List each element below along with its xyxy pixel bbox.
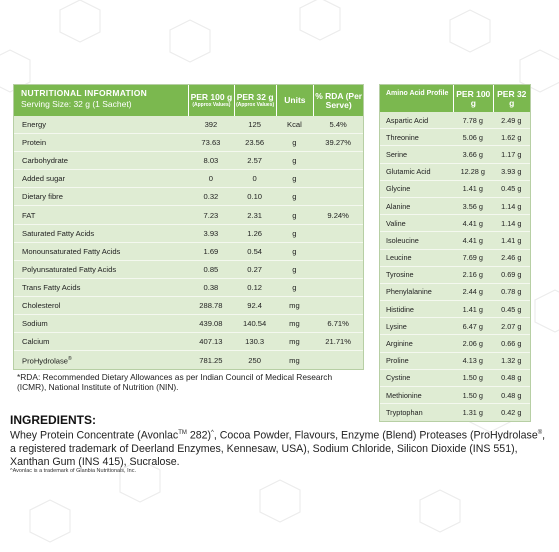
amino-per32: 0.42 g [501, 408, 522, 418]
value-rda: 5.4% [329, 120, 347, 130]
nutrient-name: Saturated Fatty Acids [22, 228, 95, 238]
amino-name: Lysine [386, 321, 407, 331]
amino-per100: 1.31 g [462, 408, 483, 418]
avonlac-footnote: ^Avonlac is a trademark of Glanbia Nutritionals, Inc. [10, 468, 136, 474]
value-per100: 781.25 [199, 355, 223, 365]
amino-per100: 1.50 g [462, 390, 483, 400]
value-per100: 288.78 [199, 300, 223, 310]
amino-per32: 2.07 g [501, 321, 522, 331]
col-per100-note: (Approx Values) [192, 101, 231, 108]
amino-per100: 4.13 g [462, 356, 483, 366]
amino-name: Methionine [386, 390, 422, 400]
amino-acid-table [379, 84, 531, 422]
value-per100: 3.93 [203, 228, 219, 238]
amino-row [380, 284, 530, 301]
value-rda: 9.24% [327, 210, 349, 220]
amino-name: Phenylalanine [386, 287, 432, 297]
value-per100: 1.69 [203, 246, 219, 256]
nutrient-name: ProHydrolase® [22, 355, 72, 366]
amino-row [380, 318, 530, 335]
nutrition-row [14, 261, 363, 279]
amino-row [380, 250, 530, 267]
amino-row [380, 164, 530, 181]
nutrition-row [14, 297, 363, 315]
value-per100: 73.63 [201, 138, 221, 148]
amino-row [380, 301, 530, 318]
col-per32-note: (Approx Values) [236, 101, 275, 108]
amino-name: Aspartic Acid [386, 115, 429, 125]
nutrition-row [14, 351, 363, 369]
col-per32-label: PER 32 g [236, 92, 274, 103]
amino-per32: 1.62 g [501, 132, 522, 142]
amino-per100: 6.47 g [462, 321, 483, 331]
value-per32: 2.31 [247, 210, 263, 220]
amino-per100: 3.56 g [462, 201, 483, 211]
value-unit: g [292, 282, 297, 292]
registered-mark: ® [537, 430, 543, 436]
ingredients-part-2: 282) [186, 429, 212, 442]
amino-per100: 5.06 g [462, 132, 483, 142]
value-per32: 140.54 [243, 319, 267, 329]
value-unit: g [292, 192, 297, 202]
nutrient-name: Polyunsaturated Fatty Acids [22, 264, 117, 274]
amino-per100: 2.44 g [462, 287, 483, 297]
amino-name: Glycine [386, 184, 411, 194]
value-unit: Kcal [287, 120, 302, 130]
amino-per100: 7.78 g [462, 115, 483, 125]
value-rda: 6.71% [327, 319, 349, 329]
value-per32: 0.54 [247, 246, 263, 256]
ingredients-title: INGREDIENTS: [10, 413, 97, 427]
col-units-header [276, 85, 314, 116]
amino-row [380, 335, 530, 352]
value-unit: g [292, 156, 297, 166]
amino-title: Amino Acid Profile [386, 90, 449, 97]
nutrition-row [14, 152, 363, 170]
value-per100: 407.13 [199, 337, 223, 347]
amino-per32: 0.48 g [501, 390, 522, 400]
amino-per32: 0.69 g [501, 270, 522, 280]
amino-table-header [380, 85, 530, 112]
amino-per100: 1.50 g [462, 373, 483, 383]
value-per100: 392 [204, 120, 218, 130]
value-per100: 0 [208, 174, 214, 184]
col-rda-label: % RDA (Per Serve) [315, 91, 363, 110]
amino-per32: 1.17 g [501, 149, 522, 159]
value-per32: 0.27 [247, 264, 263, 274]
col-per32-header [234, 85, 276, 116]
trademark-mark: TM [178, 430, 187, 436]
value-per100: 0.85 [203, 264, 219, 274]
nutrition-row [14, 134, 363, 152]
col-per100-label: PER 100 g [190, 92, 233, 103]
value-unit: g [292, 174, 297, 184]
amino-per32: 0.78 g [501, 287, 522, 297]
amino-row [380, 112, 530, 129]
nutrition-row [14, 206, 363, 224]
nutrient-name: Dietary fibre [22, 192, 63, 202]
nutrient-name: Trans Fatty Acids [22, 282, 81, 292]
amino-per32: 1.14 g [501, 218, 522, 228]
ingredients-text [10, 427, 550, 469]
amino-per100: 7.69 g [462, 253, 483, 263]
amino-per100: 4.41 g [462, 218, 483, 228]
amino-name: Arginine [386, 339, 413, 349]
value-unit: mg [289, 300, 300, 310]
amino-per100: 12.28 g [460, 167, 485, 177]
amino-col-per32: PER 32 g [493, 85, 530, 112]
amino-row [380, 387, 530, 404]
nutrition-row [14, 333, 363, 351]
amino-name: Proline [386, 356, 409, 366]
value-per32: 92.4 [247, 300, 263, 310]
amino-row [380, 146, 530, 163]
col-rda-header [313, 85, 363, 116]
value-per32: 250 [248, 355, 261, 365]
amino-name: Isoleucine [386, 235, 419, 245]
amino-table-body [380, 112, 530, 421]
amino-per32: 0.48 g [501, 373, 522, 383]
value-per32: 1.26 [247, 228, 263, 238]
nutrient-name: Sodium [22, 319, 48, 329]
amino-row [380, 353, 530, 370]
value-per32: 2.57 [247, 156, 263, 166]
amino-name: Serine [386, 149, 408, 159]
nutrition-title-cell [14, 85, 188, 116]
ingredients-part-4: , a registered trademark of Deerland Enzymes, Kennesaw, USA), Sodium Chloride, Silicon Dioxide (INS 551), Xanthan Gum (INS 415), Sucralose. [10, 429, 546, 468]
amino-per32: 0.45 g [501, 184, 522, 194]
value-rda: 39.27% [325, 138, 352, 148]
nutrition-table-header [14, 85, 363, 116]
amino-per32: 0.45 g [501, 304, 522, 314]
amino-row [380, 267, 530, 284]
amino-per32: 2.46 g [501, 253, 522, 263]
value-unit: mg [289, 355, 300, 365]
nutrition-row [14, 315, 363, 333]
value-unit: mg [289, 319, 300, 329]
ingredients-part-1: Whey Protein Concentrate (Avonlac [10, 429, 179, 442]
value-unit: g [292, 210, 297, 220]
value-unit: g [292, 264, 297, 274]
amino-name: Leucine [386, 253, 412, 263]
amino-per100: 2.06 g [462, 339, 483, 349]
nutrition-row [14, 170, 363, 188]
caret-mark: ^ [211, 430, 214, 436]
nutrient-name: Monounsaturated Fatty Acids [22, 246, 121, 256]
amino-per100: 4.41 g [462, 235, 483, 245]
value-per100: 439.08 [199, 319, 223, 329]
nutrient-name: FAT [22, 210, 36, 220]
amino-per32: 1.14 g [501, 201, 522, 211]
value-per100: 7.23 [203, 210, 219, 220]
amino-per32: 0.66 g [501, 339, 522, 349]
amino-row [380, 129, 530, 146]
amino-row [380, 198, 530, 215]
value-per32: 130.3 [245, 337, 265, 347]
col-per100-header [188, 85, 234, 116]
value-unit: g [292, 228, 297, 238]
amino-per32: 3.93 g [501, 167, 522, 177]
nutrition-row [14, 225, 363, 243]
amino-name: Tyrosine [386, 270, 414, 280]
amino-row [380, 215, 530, 232]
value-unit: mg [289, 337, 300, 347]
amino-name: Alanine [386, 201, 411, 211]
amino-per100: 3.66 g [462, 149, 483, 159]
nutrient-name: Carbohydrate [22, 156, 69, 166]
amino-per32: 1.32 g [501, 356, 522, 366]
nutrition-row [14, 116, 363, 134]
amino-per32: 1.41 g [501, 235, 522, 245]
nutrition-table-body [14, 116, 363, 369]
value-per100: 8.03 [203, 156, 219, 166]
nutrient-name: Energy [22, 120, 47, 130]
nutrient-name: Protein [22, 138, 47, 148]
value-per32: 0.10 [247, 192, 263, 202]
nutrient-name: Added sugar [22, 174, 66, 184]
value-rda: 21.71% [325, 337, 352, 347]
amino-row [380, 370, 530, 387]
rda-footnote: *RDA: Recommended Dietary Allowances as per Indian Council of Medical Research (ICMR), National Institute of Nutrition (NIN). [17, 372, 333, 392]
value-per32: 23.56 [245, 138, 265, 148]
nutrient-name: Calcium [22, 337, 50, 347]
amino-per100: 2.16 g [462, 270, 483, 280]
amino-name: Threonine [386, 132, 419, 142]
amino-per100: 1.41 g [462, 304, 483, 314]
ingredients-part-3: , Cocoa Powder, Flavours, Enzyme (Blend) Proteases (ProHydrolase [213, 429, 538, 442]
amino-name: Tryptophan [386, 408, 423, 418]
amino-row [380, 232, 530, 249]
value-per32: 0 [252, 174, 257, 184]
nutrition-row [14, 243, 363, 261]
value-per32: 0.12 [247, 282, 263, 292]
amino-name: Valine [386, 218, 406, 228]
value-per100: 0.38 [203, 282, 219, 292]
nutrient-name: Cholesterol [22, 300, 61, 310]
amino-row [380, 404, 530, 421]
registered-mark: ® [68, 355, 72, 362]
nutrition-title: NUTRITIONAL INFORMATION [21, 88, 148, 98]
amino-per32: 2.49 g [501, 115, 522, 125]
serving-size: Serving Size: 32 g (1 Sachet) [21, 99, 132, 109]
value-unit: g [292, 138, 297, 148]
nutrition-table [13, 84, 364, 370]
amino-col-per100: PER 100 g [453, 85, 492, 112]
value-unit: g [292, 246, 297, 256]
amino-row [380, 181, 530, 198]
nutrition-row [14, 279, 363, 297]
amino-name: Histidine [386, 304, 414, 314]
col-units-label: Units [284, 95, 306, 106]
amino-name: Glutamic Acid [386, 167, 431, 177]
value-per100: 0.32 [203, 192, 219, 202]
nutrition-row [14, 188, 363, 206]
value-per32: 125 [248, 120, 261, 130]
amino-name: Cystine [386, 373, 411, 383]
amino-per100: 1.41 g [462, 184, 483, 194]
